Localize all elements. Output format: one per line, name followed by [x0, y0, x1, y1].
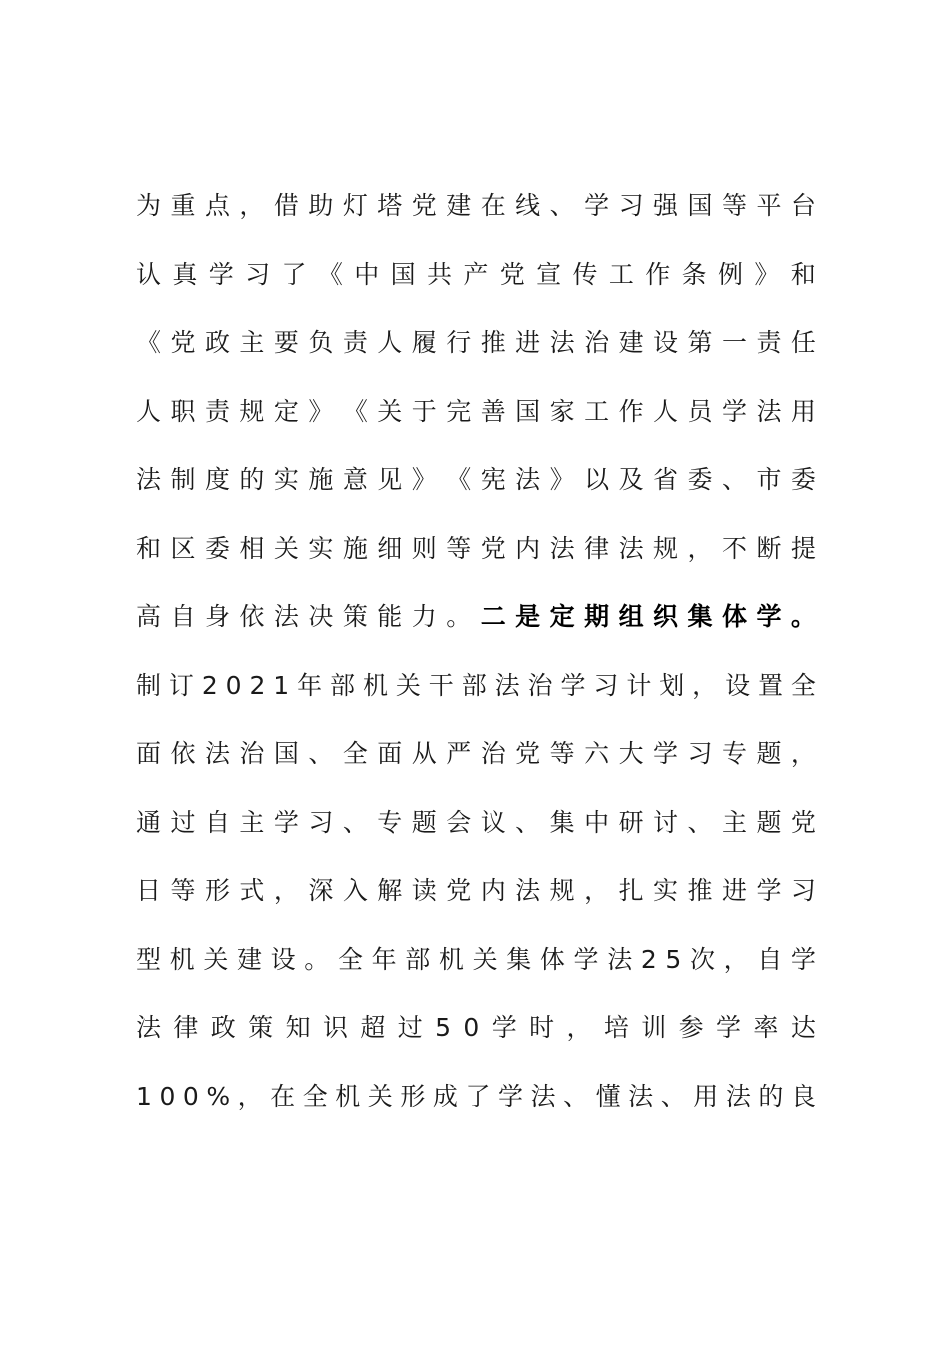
text-line: 型 机 关 建 设 。 全 年 部 机 关 集 体 学 法 2 5 次 ， 自 学 [136, 944, 816, 974]
text-line: 《 党 政 主 要 负 责 人 履 行 推 进 法 治 建 设 第 一 责 任 [136, 328, 816, 357]
text-line: 认 真 学 习 了 《 中 国 共 产 党 宣 传 工 作 条 例 》 和 [136, 259, 816, 289]
text-line: 为 重 点 ， 借 助 灯 塔 党 建 在 线 、 学 习 强 国 等 平 台 [136, 191, 816, 220]
text-line: 人 职 责 规 定 》 《 关 于 完 善 国 家 工 作 人 员 学 法 用 [136, 396, 816, 426]
text-line: 和 区 委 相 关 实 施 细 则 等 党 内 法 律 法 规 ， 不 断 提 [136, 533, 816, 563]
text-line: 日 等 形 式 ， 深 入 解 读 党 内 法 规 ， 扎 实 推 进 学 习 [136, 876, 816, 905]
text-line: 通 过 自 主 学 习 、 专 题 会 议 、 集 中 研 讨 、 主 题 党 [136, 807, 816, 837]
body-paragraph [136, 172, 816, 1131]
text-run: 高 自 身 依 法 决 策 能 力 。 [136, 602, 472, 631]
text-line: 面 依 法 治 国 、 全 面 从 严 治 党 等 六 大 学 习 专 题 ， [136, 739, 816, 768]
text-line: 法 制 度 的 实 施 意 见 》 《 宪 法 》 以 及 省 委 、 市 委 [136, 465, 816, 494]
text-line: 制 订 2 0 2 1 年 部 机 关 干 部 法 治 学 习 计 划 ， 设 置 全 [136, 670, 816, 700]
text-line: 法 律 政 策 知 识 超 过 5 0 学 时 ， 培 训 参 学 率 达 [136, 1013, 816, 1042]
text-line: 1 0 0 % ， 在 全 机 关 形 成 了 学 法 、 懂 法 、 用 法 的 良 [136, 1081, 816, 1111]
text-line [136, 583, 816, 652]
bold-heading-run: 二 是 定 期 组 织 集 体 学 。 [480, 602, 816, 631]
